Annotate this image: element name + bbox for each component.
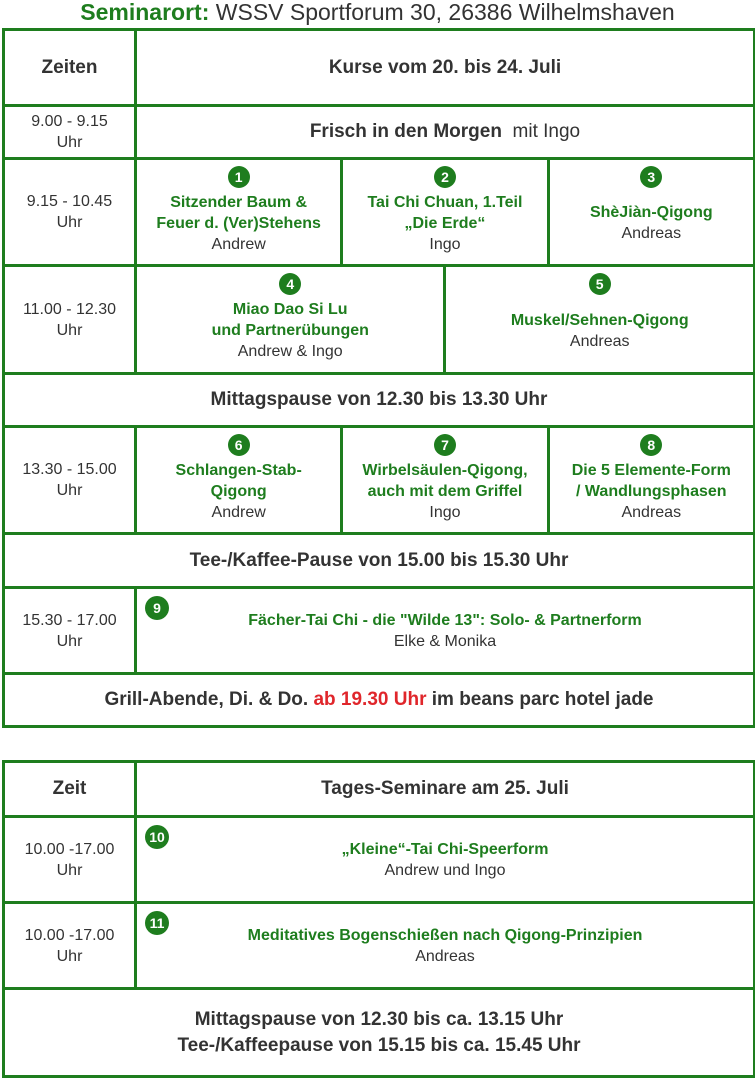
course-6 — [136, 427, 342, 534]
course-8 — [548, 427, 754, 534]
morning-session — [136, 106, 755, 159]
course-title: Wirbelsäulen-Qigong, auch mit dem Griffel — [362, 461, 528, 500]
course-instructor: Andrew und Ingo — [384, 861, 506, 879]
course-5 — [445, 266, 754, 374]
seminar-location-header — [0, 0, 755, 26]
time-cell: 13.30 - 15.00 Uhr — [4, 427, 136, 534]
morning-title: Frisch in den Morgen — [309, 121, 502, 142]
course-1 — [136, 159, 342, 266]
time-cell: 15.30 - 17.00 Uhr — [4, 588, 136, 674]
course-instructor: Andreas — [621, 503, 682, 521]
table-row — [4, 903, 755, 989]
time-cell: 9.00 - 9.15 Uhr — [4, 106, 136, 159]
course-number-badge: 5 — [589, 273, 611, 295]
column-header-day-seminars: Tages-Seminare am 25. Juli — [136, 762, 755, 817]
day-seminar-table — [2, 760, 755, 1078]
course-instructor: Andreas — [415, 947, 475, 965]
time-cell: 11.00 - 12.30 Uhr — [4, 266, 136, 374]
course-number-badge: 7 — [434, 434, 456, 456]
course-title: ShèJiàn-Qigong — [589, 204, 713, 221]
course-instructor: Ingo — [429, 235, 461, 253]
course-number-badge: 1 — [228, 166, 250, 188]
table-header-row — [4, 762, 755, 817]
course-9 — [136, 588, 755, 674]
course-title: Miao Dao Si Lu und Partnerübungen — [211, 301, 369, 339]
course-title: Fächer-Tai Chi - die "Wilde 13": Solo- & Partnerform — [248, 611, 642, 629]
table-row — [4, 534, 755, 588]
course-number-badge: 2 — [434, 166, 456, 188]
location-address: WSSV Sportforum 30, 26386 Wilhelmshaven — [215, 0, 675, 25]
course-instructor: Andrew — [211, 235, 266, 253]
coffee-break: Tee-/Kaffee-Pause von 15.00 bis 15.30 Uhr — [4, 534, 755, 588]
course-number-badge: 8 — [640, 434, 662, 456]
grill-time: ab 19.30 Uhr — [313, 689, 427, 710]
day-lunch-break: Mittagspause von 12.30 bis ca. 13.15 Uhr — [194, 1008, 564, 1030]
course-number-badge: 11 — [145, 911, 169, 935]
course-title: Meditatives Bogenschießen nach Qigong-Prinzipien — [247, 926, 643, 944]
location-label: Seminarort: — [80, 0, 210, 25]
course-title: Sitzender Baum & Feuer d. (Ver)Stehens — [156, 193, 321, 232]
course-number-badge: 4 — [279, 273, 301, 295]
course-number-badge: 3 — [640, 166, 662, 188]
course-instructor: Elke & Monika — [393, 632, 497, 650]
course-10 — [136, 817, 755, 903]
day-seminar-breaks — [4, 989, 755, 1077]
schedule-table — [2, 28, 755, 728]
table-row — [4, 159, 755, 266]
course-title: „Kleine“-Tai Chi-Speerform — [341, 840, 549, 858]
lunch-break: Mittagspause von 12.30 bis 13.30 Uhr — [4, 374, 755, 427]
course-instructor: Andreas — [569, 332, 630, 350]
course-title: Schlangen-Stab- Qigong — [175, 461, 302, 500]
course-number-badge: 6 — [228, 434, 250, 456]
column-header-courses: Kurse vom 20. bis 24. Juli — [136, 30, 755, 106]
course-7 — [342, 427, 548, 534]
course-instructor: Andrew — [211, 503, 266, 521]
course-4 — [136, 266, 445, 374]
table-row — [4, 989, 755, 1077]
course-number-badge: 10 — [145, 825, 169, 849]
morning-instructor: mit Ingo — [512, 121, 581, 142]
course-title: Muskel/Sehnen-Qigong — [510, 311, 689, 329]
course-3 — [548, 159, 754, 266]
column-header-time: Zeit — [4, 762, 136, 817]
table-row — [4, 427, 755, 534]
time-cell: 9.15 - 10.45 Uhr — [4, 159, 136, 266]
table-row — [4, 106, 755, 159]
grill-evenings: Grill-Abende, Di. & Do. ab 19.30 Uhr im beans parc hotel jade — [4, 674, 755, 727]
course-title: Tai Chi Chuan, 1.Teil „Die Erde“ — [367, 193, 523, 232]
day-coffee-break: Tee-/Kaffeepause von 15.15 bis ca. 15.45 Uhr — [177, 1034, 581, 1056]
table-row — [4, 374, 755, 427]
course-11 — [136, 903, 755, 989]
table-row — [4, 817, 755, 903]
table-row — [4, 588, 755, 674]
course-number-badge: 9 — [145, 596, 169, 620]
course-2 — [342, 159, 548, 266]
table-row — [4, 674, 755, 727]
table-header-row — [4, 30, 755, 106]
course-instructor: Ingo — [429, 503, 461, 521]
course-title: Die 5 Elemente-Form / Wandlungsphasen — [571, 461, 731, 500]
time-cell: 10.00 -17.00 Uhr — [4, 903, 136, 989]
column-header-times: Zeiten — [4, 30, 136, 106]
time-cell: 10.00 -17.00 Uhr — [4, 817, 136, 903]
course-instructor: Andrew & Ingo — [237, 343, 343, 360]
table-row — [4, 266, 755, 374]
course-instructor: Andreas — [621, 225, 682, 242]
